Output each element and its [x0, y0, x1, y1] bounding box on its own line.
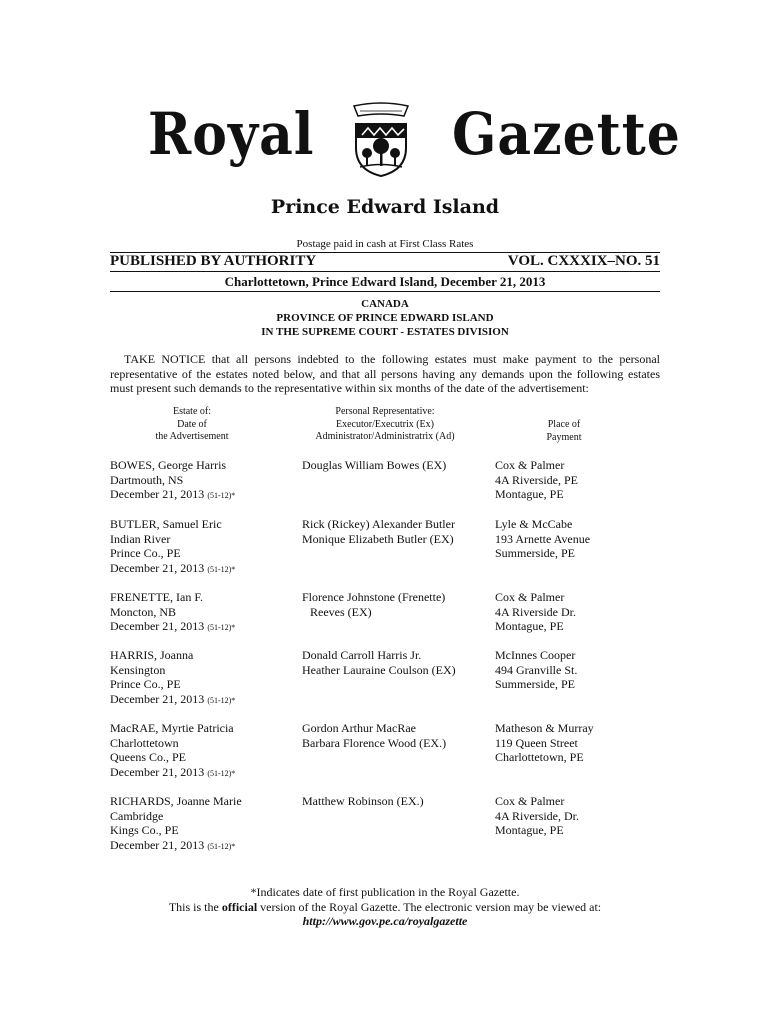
- publication-ref: (51-12)*: [207, 491, 236, 501]
- representative-line: Gordon Arthur MacRae: [302, 721, 416, 735]
- bottom-rule: [110, 291, 660, 292]
- place-line: Montague, PE: [495, 823, 564, 838]
- representative-line: Reeves (EX): [310, 604, 372, 619]
- representative-info: [302, 458, 487, 473]
- estate-line: Indian River: [110, 531, 171, 546]
- estates-list: [110, 458, 670, 867]
- publication-ref: (51-12)*: [207, 841, 236, 851]
- place-line: Matheson & Murray: [495, 721, 594, 735]
- payment-place: [495, 458, 665, 502]
- column-header-place: [514, 419, 614, 444]
- estate-date: [110, 838, 295, 855]
- place-line: Cox & Palmer: [495, 458, 565, 472]
- column-header-line: Executor/Executrix (Ex): [335, 418, 434, 430]
- middle-rule: [110, 271, 660, 272]
- place-line: Charlottetown, PE: [495, 750, 584, 765]
- estate-entry: [110, 517, 670, 590]
- payment-place: [495, 721, 665, 765]
- estate-entry: [110, 458, 670, 517]
- estate-line: FRENETTE, Ian F.: [110, 590, 204, 604]
- place-line: 4A Riverside Dr.: [495, 604, 576, 619]
- estate-info: [110, 794, 295, 854]
- representative-info: [302, 590, 487, 619]
- date-text: December 21, 2013: [110, 619, 205, 634]
- representative-line: Rick (Rickey) Alexander Butler: [302, 517, 455, 531]
- official-pre: This is the: [168, 899, 222, 914]
- estate-info: [110, 590, 295, 636]
- estate-info: [110, 721, 295, 781]
- estate-line: Cambridge: [110, 808, 164, 823]
- representative-line: Barbara Florence Wood (EX.): [302, 735, 447, 750]
- masthead-subtitle: Prince Edward Island: [270, 196, 500, 218]
- column-header-line: Administrator/Administratrix (Ad): [315, 431, 455, 442]
- official-version-line: [0, 900, 770, 915]
- published-by-authority: PUBLISHED BY AUTHORITY: [110, 253, 317, 269]
- notice-paragraph: TAKE NOTICE that all persons indebted to the following estates must make payment to the personal representative of the estates noted below, and that all persons having any demands upon the following estates must present such demands to the representative within six months of the date of the advertisement:: [110, 352, 660, 395]
- place-line: 4A Riverside, Dr.: [495, 808, 579, 823]
- estate-entry: [110, 721, 670, 794]
- representative-line: Matthew Robinson (EX.): [302, 794, 424, 808]
- footer: [0, 885, 770, 929]
- place-line: 193 Arnette Avenue: [495, 531, 591, 546]
- payment-place: [495, 648, 665, 692]
- estate-info: [110, 648, 295, 708]
- estate-line: MacRAE, Myrtie Patricia: [110, 721, 234, 735]
- column-header-representative: [300, 406, 470, 444]
- court-line: CANADA: [361, 298, 409, 310]
- place-line: 119 Queen Street: [495, 735, 578, 750]
- estate-date: [110, 765, 295, 782]
- payment-place: [495, 794, 665, 838]
- representative-line: Douglas William Bowes (EX): [302, 458, 447, 472]
- date-text: December 21, 2013: [110, 837, 205, 852]
- estate-info: [110, 517, 295, 577]
- footnote: *Indicates date of first publication in the Royal Gazette.: [250, 885, 520, 899]
- publication-ref: (51-12)*: [207, 564, 236, 574]
- representative-line: Florence Johnstone (Frenette): [302, 590, 446, 604]
- column-header-line: Estate of:: [172, 406, 212, 417]
- place-line: Cox & Palmer: [495, 590, 565, 604]
- representative-line: Monique Elizabeth Butler (EX): [302, 531, 454, 546]
- payment-place: [495, 517, 665, 561]
- gazette-url-link[interactable]: http://www.gov.pe.ca/royalgazette: [302, 914, 468, 928]
- representative-info: [302, 721, 487, 750]
- representative-info: [302, 517, 487, 546]
- column-header-line: the Advertisement: [155, 431, 229, 442]
- dateline: Charlottetown, Prince Edward Island, December 21, 2013: [224, 274, 546, 289]
- estate-line: Charlottetown: [110, 735, 179, 750]
- estate-line: Moncton, NB: [110, 604, 176, 619]
- estate-date: [110, 487, 295, 504]
- masthead-title-right: Gazette: [452, 100, 681, 169]
- place-line: Cox & Palmer: [495, 794, 565, 808]
- estate-entry: [110, 794, 670, 867]
- payment-place: [495, 590, 665, 634]
- official-word: official: [221, 899, 258, 914]
- place-line: Lyle & McCabe: [495, 517, 573, 531]
- place-line: Montague, PE: [495, 619, 564, 634]
- date-text: December 21, 2013: [110, 691, 205, 706]
- publication-ref: (51-12)*: [207, 623, 236, 633]
- estate-line: BUTLER, Samuel Eric: [110, 517, 222, 531]
- publication-ref: (51-12)*: [207, 695, 236, 705]
- estate-entry: [110, 648, 670, 721]
- estate-line: RICHARDS, Joanne Marie: [110, 794, 242, 808]
- representative-info: [302, 794, 487, 809]
- court-line: IN THE SUPREME COURT - ESTATES DIVISION: [261, 326, 509, 338]
- place-line: Montague, PE: [495, 487, 564, 502]
- publication-line: [110, 253, 660, 271]
- provincial-coat-of-arms-icon: [352, 102, 410, 178]
- estate-line: BOWES, George Harris: [110, 458, 227, 472]
- column-header-line: Date of: [177, 418, 207, 430]
- place-line: Summerside, PE: [495, 546, 575, 561]
- publication-ref: (51-12)*: [207, 768, 236, 778]
- date-text: December 21, 2013: [110, 560, 205, 575]
- estate-date: [110, 692, 295, 709]
- estate-entry: [110, 590, 670, 648]
- estate-date: [110, 619, 295, 636]
- court-heading: [0, 297, 770, 339]
- masthead-title-left: Royal: [148, 100, 315, 169]
- estate-line: Queens Co., PE: [110, 750, 186, 765]
- estate-date: [110, 561, 295, 578]
- column-header-line: Payment: [546, 431, 582, 443]
- estate-line: Dartmouth, NS: [110, 472, 184, 487]
- representative-info: [302, 648, 487, 677]
- estate-line: HARRIS, Joanna: [110, 648, 194, 662]
- estate-info: [110, 458, 295, 504]
- column-header-line: Personal Representative:: [335, 406, 435, 417]
- place-line: McInnes Cooper: [495, 648, 576, 662]
- column-header-estate: [140, 406, 244, 444]
- estate-line: Kings Co., PE: [110, 823, 179, 838]
- volume-number: VOL. CXXXIX–NO. 51: [507, 253, 660, 269]
- representative-line: Donald Carroll Harris Jr.: [302, 648, 422, 662]
- estate-line: Prince Co., PE: [110, 546, 181, 561]
- estate-line: Prince Co., PE: [110, 677, 181, 692]
- place-line: 4A Riverside, PE: [495, 472, 578, 487]
- place-line: 494 Granville St.: [495, 662, 578, 677]
- masthead: [0, 96, 770, 196]
- estate-line: Kensington: [110, 662, 166, 677]
- representative-line: Heather Lauraine Coulson (EX): [302, 662, 456, 677]
- official-post: version of the Royal Gazette. The electronic version may be viewed at:: [257, 899, 602, 914]
- place-line: Summerside, PE: [495, 677, 575, 692]
- date-text: December 21, 2013: [110, 487, 205, 502]
- column-header-line: Place of: [547, 419, 581, 430]
- court-line: PROVINCE OF PRINCE EDWARD ISLAND: [276, 312, 494, 324]
- date-text: December 21, 2013: [110, 764, 205, 779]
- postage-line: Postage paid in cash at First Class Rates: [296, 238, 474, 250]
